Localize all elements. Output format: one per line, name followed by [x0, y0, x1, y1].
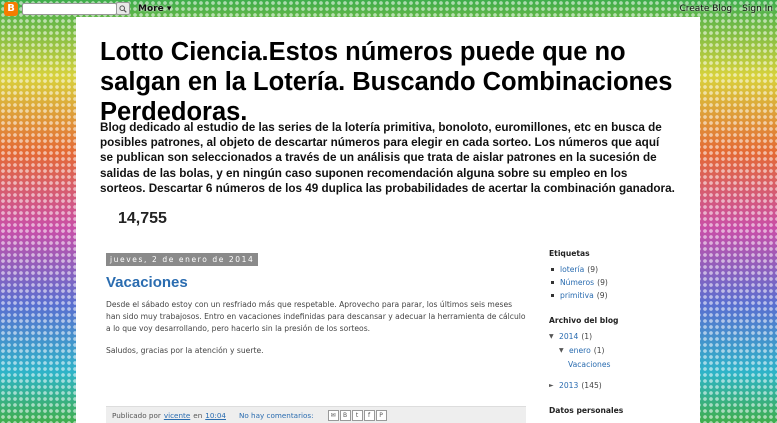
labels-widget-title: Etiquetas: [549, 249, 590, 258]
expand-toggle-icon[interactable]: ►: [549, 382, 554, 389]
comments-link[interactable]: No hay comentarios:: [238, 410, 314, 420]
archive-widget-title: Archivo del blog: [549, 316, 619, 325]
blog-description: Blog dedicado al estudio de las series de la lotería primitiva, bonoloto, euromillones, etc en busca de posibles patrones, al objeto de descartar números para elegir en cada sorteo. Los números que aquí se publican son seleccionados a través de un análisis que trata de aislar patrones en la sucesión de salidas de las bolas, y en ningún caso suponen recomendación alguna sobre su empleo en los sorteos. Descartar 6 números de los 49 duplica las probabilidades de acertar la combinación ganadora.: [100, 121, 675, 195]
archive-month-enero: [549, 346, 689, 355]
archive-month-link[interactable]: enero: [569, 346, 591, 355]
post-paragraph: Saludos, gracias por la atención y suerte.: [106, 346, 264, 355]
label-count: (9): [596, 291, 608, 300]
archive-count: (1): [581, 332, 593, 341]
twitter-share-icon[interactable]: t: [352, 410, 363, 421]
bullet-icon: [551, 281, 554, 284]
archive-year-link[interactable]: 2013: [559, 381, 579, 390]
published-by-label: Publicado por: [112, 410, 161, 420]
label-item: [549, 291, 689, 300]
post-footer: [106, 406, 526, 423]
search-button[interactable]: [116, 2, 130, 15]
archive-count: (145): [581, 381, 602, 390]
author-link[interactable]: vicente: [163, 410, 191, 420]
labels-widget: [549, 249, 689, 300]
facebook-share-icon[interactable]: f: [364, 410, 375, 421]
label-item: [549, 278, 689, 287]
collapse-toggle-icon[interactable]: ▼: [559, 347, 564, 354]
post-time-link[interactable]: 10:04: [205, 410, 226, 420]
blogger-logo-icon[interactable]: B: [4, 2, 18, 16]
bullet-icon: [551, 294, 554, 297]
post-paragraph: Desde el sábado estoy con un resfriado más que respetable. Aprovecho para parar, los últimos seis meses han sido muy trabajosos. Entro en vacaciones indefinidas para descansar y adecuar la herramienta de cálculo a lo que voy desarrollando, pero hacerlo sin la presión de los sorteos.: [106, 300, 526, 333]
post-title[interactable]: Vacaciones: [106, 274, 188, 291]
sign-in-link[interactable]: Sign In: [742, 3, 773, 14]
blogger-navbar: [0, 0, 777, 17]
email-share-icon[interactable]: ✉: [328, 410, 339, 421]
label-link-numeros[interactable]: Números: [560, 278, 595, 287]
blog-title[interactable]: Lotto Ciencia.Estos números puede que no salgan en la Lotería. Buscando Combinaciones Perdedoras.: [100, 38, 673, 126]
archive-year-link[interactable]: 2014: [559, 332, 579, 341]
blog-this-icon[interactable]: B: [340, 410, 351, 421]
bullet-icon: [551, 268, 554, 271]
label-link-loteria[interactable]: lotería: [560, 265, 585, 274]
archive-post: [549, 360, 689, 369]
archive-year-2013: [549, 381, 689, 390]
search-icon: [119, 5, 127, 13]
share-buttons: [328, 410, 388, 421]
profile-widget-title: Datos personales: [549, 406, 624, 415]
post-body: [106, 299, 526, 357]
label-link-primitiva[interactable]: primitiva: [560, 291, 594, 300]
pageview-counter: 14,755: [118, 210, 167, 227]
collapse-toggle-icon[interactable]: ▼: [549, 333, 554, 340]
profile-widget: [549, 406, 689, 415]
archive-year-2014: [549, 332, 689, 341]
archive-post-link[interactable]: Vacaciones: [568, 360, 611, 369]
label-count: (9): [597, 278, 608, 287]
archive-widget: [549, 316, 689, 390]
label-item: [549, 265, 689, 274]
label-count: (9): [587, 265, 599, 274]
at-label: en: [193, 410, 203, 420]
more-menu-button[interactable]: More ▾: [138, 3, 172, 14]
post-date-header: jueves, 2 de enero de 2014: [106, 253, 258, 266]
create-blog-link[interactable]: Create Blog: [679, 3, 733, 14]
archive-count: (1): [593, 346, 605, 355]
search-input[interactable]: [22, 3, 117, 15]
pinterest-share-icon[interactable]: P: [376, 410, 387, 421]
main-column: [106, 247, 526, 357]
sidebar: [549, 249, 689, 423]
blog-page: [76, 17, 700, 423]
